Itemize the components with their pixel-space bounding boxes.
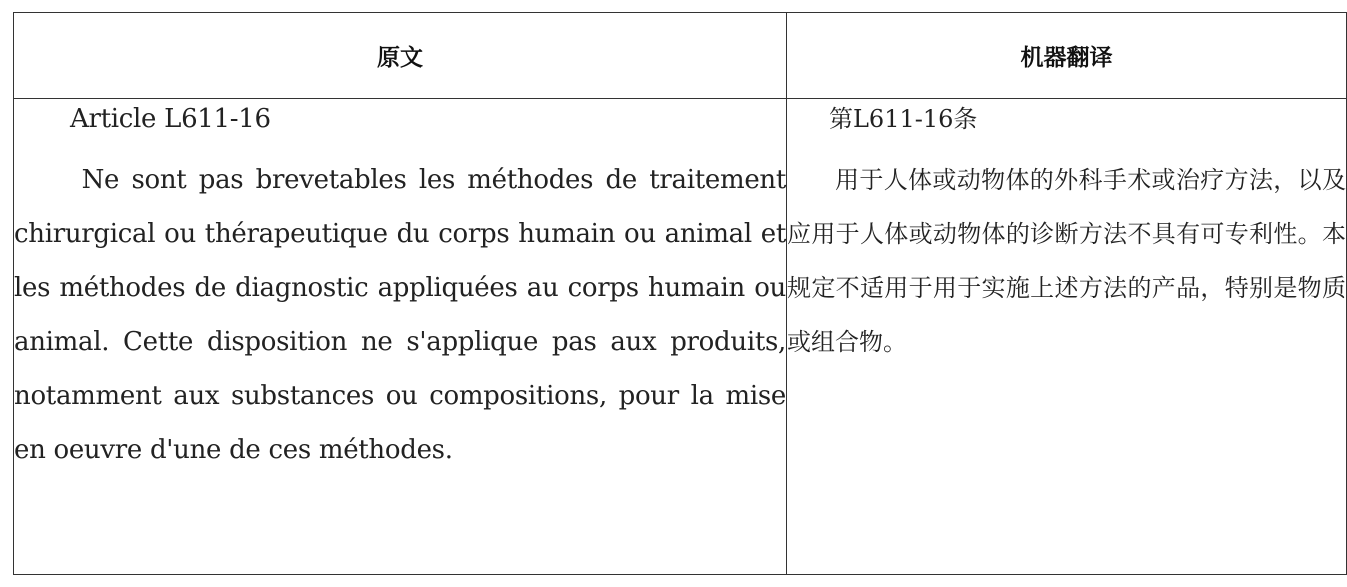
header-original: 原文 bbox=[14, 13, 787, 99]
original-article-body: Ne sont pas brevetables les méthodes de traitement chirurgical ou thérapeutique du corps humain ou animal et les méthodes de diagnostic appliquées au corps humain ou animal. Cette disposition ne s'applique pas aux produits, notamment aux substances ou compositions, pour la mise en oeuvre d'une de ces méthodes. bbox=[14, 165, 786, 465]
translation-article-body: 用于人体或动物体的外科手术或治疗方法，以及应用于人体或动物体的诊断方法不具有可专利性。本规定不适用于用于实施上述方法的产品，特别是物质或组合物。 bbox=[787, 166, 1346, 356]
translation-text-cell bbox=[787, 99, 1347, 575]
content-row bbox=[14, 99, 1347, 575]
original-text-cell bbox=[14, 99, 787, 575]
header-row bbox=[14, 13, 1347, 99]
header-translation: 机器翻译 bbox=[787, 13, 1347, 99]
translation-article-title: 第L611-16条 bbox=[829, 105, 978, 133]
original-article-title: Article L611-16 bbox=[70, 104, 271, 134]
comparison-table bbox=[13, 12, 1347, 575]
